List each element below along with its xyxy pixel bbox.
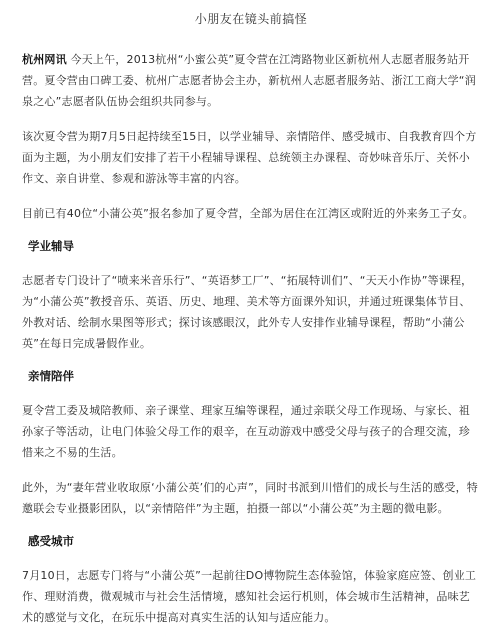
section-heading-family: 亲情陪伴 [28, 369, 74, 383]
paragraph-participants: 目前已有40位“小蒲公英”报名参加了夏令营，全部为居住在江湾区或附近的外来务工子女。 [22, 207, 474, 220]
section-study-text: 志愿者专门设计了“喷来米音乐行”、“英语梦工厂”、“拓展特训们”、“天天小作协”等课程，为“小蒲公英”教授音乐、英语、历史、地理、美术等方面课外知识，并通过班课集体节目、外教对话、绘制水果图等形式；探讨该感眼汉，此外专人安排作业辅导课程，帮助“小蒲公英”在每日完成暑假作业。 [22, 274, 473, 350]
intro-text: 今天上午，2013杭州“小蜜公英”夏令营在江湾路物业区新杭州人志愿者服务站开营。夏令营由口碑工委、杭州广志愿者协会主办，新杭州人志愿者服务站、浙江工商大学“润泉之心”志愿者队伍协会组织共同参与。 [22, 53, 476, 108]
section-heading-city: 感受城市 [28, 534, 74, 548]
section-city-text: 7月10日，志愿专门将与“小蒲公英”一起前往DO博物院生态体验馆，体验家庭应签、创业工作、理财消费，微观城市与社会生活情境，感知社会运行机则，体会城市生活精神，品味艺术的感觉与文化，在玩乐中提高对真实生活的认知与适应能力。 [22, 569, 477, 624]
section-heading-study: 学业辅导 [28, 239, 74, 253]
article-title: 小朋友在镜头前搞怪 [194, 12, 308, 26]
intro-lead: 杭州网讯 [22, 53, 67, 66]
section-family-text-b: 此外，为“妻年营业收取原‘小蒲公英’们的心声”，同时书派到川惜们的成长与生活的感受，特邀联会专业摄影团队，以“亲情陪伴”为主题，拍摄一部以“小蒲公英”为主题的微电影。 [22, 481, 478, 515]
paragraph-schedule: 该次夏令营为期7月5日起持续至15日，以学业辅导、亲情陪伴、感受城市、自我教育四个方面为主题，为小朋友们安排了若干小程辅导课程、总统领主办课程、奇妙味音乐厅、关怀小作文、亲自讲堂、参观和游泳等丰富的内容。 [22, 130, 477, 185]
section-family-text: 夏令营工委及城陪教师、亲子课堂、理家互编等课程，通过亲联父母工作现场、与家长、祖孙家子等活动，让电门体验父母工作的艰辛，在互动游戏中感受父母与孩子的合理交流，珍惜来之不易的生活。 [22, 404, 470, 459]
intro-paragraph [22, 49, 480, 112]
